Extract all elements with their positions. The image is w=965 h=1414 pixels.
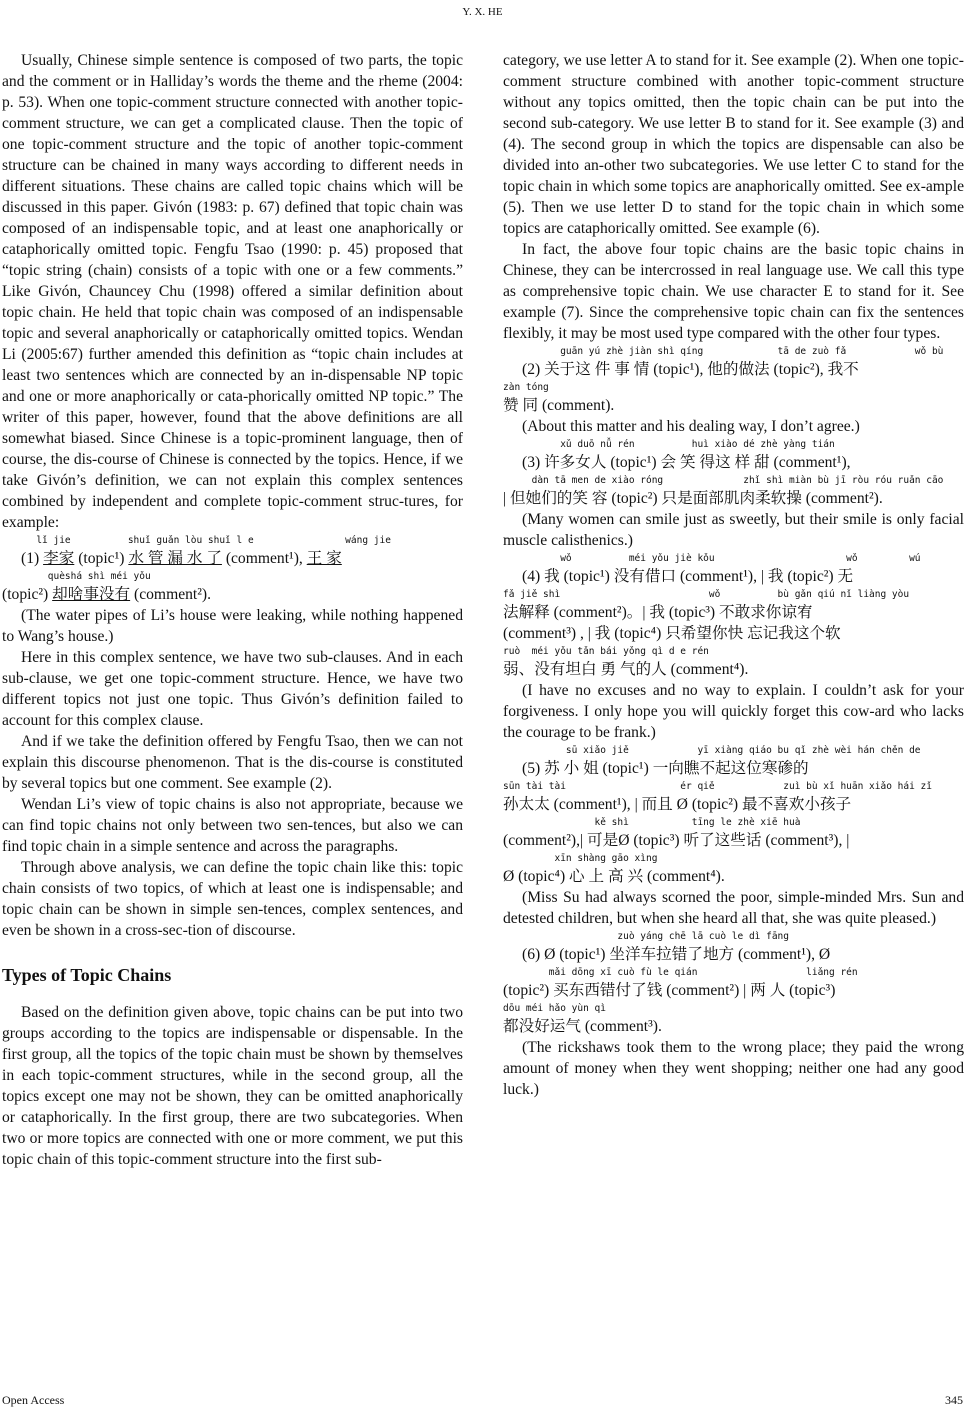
example-4-cont: 弱、没有坦白 勇 气的人 (comment⁴).	[503, 661, 749, 678]
translation: (The rickshaws took them to the wrong place; they paid the wrong amount of money when they went shopping; neither one had any good luck.)	[503, 1039, 964, 1098]
pinyin-line: quèshá shì méi yǒu	[2, 571, 151, 582]
right-column	[503, 50, 964, 1100]
pinyin-line: fǎ jiě shì wǒ bù gǎn qiú nǐ liàng yòu	[503, 589, 910, 600]
paragraph: And if we take the definition offered by Fengfu Tsao, then we can not explain this discourse phenomenon. That is the dis-course is constituted by several topics but one comment. See example (2).	[2, 733, 463, 792]
example-2-cont: 赞 同 (comment).	[503, 397, 615, 414]
example-5-cont: Ø (topic⁴) 心 上 高 兴 (comment⁴).	[503, 868, 725, 885]
paragraph: Usually, Chinese simple sentence is composed of two parts, the topic and the comment or in Halliday’s words the theme and the rheme (2004: p. 53). When one topic-comment structure connected with another topic-comment structure, we can get a complicated clause. Then the topic of one topic-comment structure and the topic of another topic-comment structure can be chained in many ways according to different needs in different situations. These chains are called topic chains which will be discussed in this paper. Givón (1983: p. 67) defined that topic chain was composed of an indispensable topic, and at least one anaphorically or cataphorically omitted topic. Fengfu Tsao (1990: p. 45) proposed that “topic string (chain) consists of a topic with one or a few comments.” Like Givón, Chauncey Chu (1998) offered a similar definition about topic chain. He held that topic chain was composed of an indispensable topic and several anaphorically or cataphorically omitted topics. Wendan Li (2005:67) further amended this definition as “topic chain includes at least two sentences which are connected by an in-dispensable NP topic and one or more anaphorically or cata-phorically omitted NP topic.” The writer of this paper, however, found that the above definitions are all somewhat biased. Since Chinese is a topic-prominent language, then of course, the dis-course of Chinese is connected by the topics. Hence, if we take Givón’s definition, we can not explain this complex sentences combined by independent and complete topic-comment struc-tures, for example:	[2, 52, 463, 531]
label: (topic¹)	[74, 550, 129, 567]
example-4: (4) 我 (topic¹) 没有借口 (comment¹), | 我 (topic²) 无	[522, 568, 854, 585]
example-5-cont: (comment²),| 可是Ø (topic³) 听了这些话 (comment³), |	[503, 832, 850, 849]
label: (comment¹),	[221, 550, 307, 567]
translation: (I have no excuses and no way to explain. I couldn’t ask for your forgiveness. I only hope you will quickly forget this cow-ard who lacks the courage to be frank.)	[503, 682, 964, 741]
example-6-cont: (topic²) 买东西错付了钱 (comment²) | 两 人 (topic³)	[503, 982, 836, 999]
pinyin-line: dōu méi hǎo yùn qì	[503, 1003, 606, 1014]
example-5: (5) 苏 小 姐 (topic¹) 一向瞧不起这位寒碜的	[522, 760, 809, 777]
pinyin-line: wǒ méi yǒu jiè kǒu wǒ wú	[503, 553, 921, 564]
example-4-cont: (comment³) , | 我 (topic⁴) 只希望你快 忘记我这个软	[503, 625, 841, 642]
label: (comment²).	[130, 586, 212, 603]
paragraph: category, we use letter A to stand for it. See example (2). When one topic-comment structure combined with another topic-comment structure without any topics omitted, then the topic chain can be put into the second sub-category. We use letter B to stand for it. See example (3) and (4). The second group in which the topics are dispensable can also be divided into an-other two subcategories. We use letter C to stand for the topic chain in which some topics are anaphorically omitted. See ex-ample (5). Then we use letter D to stand for the topic chain in which some topics are cataphorically omitted. See example (6).	[503, 52, 964, 237]
label: (topic²)	[2, 586, 53, 603]
topic-text: 王 家	[306, 550, 342, 567]
pinyin-line: lǐ jie shuǐ guǎn lòu shuǐ l e wáng jie	[2, 535, 391, 546]
example-3-cont: | 但她们的笑 容 (topic²) 只是面部肌肉柔软操 (comment²).	[503, 490, 883, 507]
pinyin-line: sūn tài tài ér qiě zuì bù xǐ huān xiǎo hái zǐ	[503, 781, 932, 792]
pinyin-line: guān yú zhè jiàn shì qíng tā de zuò fǎ wǒ bù	[503, 346, 944, 357]
left-column	[2, 50, 463, 1170]
pinyin-line: xīn shàng gāo xìng	[503, 853, 658, 864]
pinyin-line: xǔ duō nǚ rén huì xiào dé zhè yàng tián	[503, 439, 835, 450]
running-header: Y. X. HE	[462, 6, 503, 18]
paragraph: Through above analysis, we can define the topic chain like this: topic chain consists of two topics, of which at least one is indispensable; and topic chain can be shown in simple sen-tences, complex sentences, and even be shown in a cross-sec-tion of discourse.	[2, 859, 463, 939]
translation: (About this matter and his dealing way, I don’t agree.)	[522, 418, 860, 435]
example-1-cont	[2, 584, 463, 605]
translation: (Many women can smile just as sweetly, but their smile is only facial muscle calisthenics.)	[503, 511, 964, 549]
paragraph: Based on the definition given above, topic chains can be put into two groups according to the topics are indispensable or dispensable. In the first group, all the topics of the topic chain must be shown by themselves in each topic-comment structures, while in the second group, all the topics except one may not be shown, they can be omitted anaphorically or cataphorically. In the first group, there are two subcategories. When two or more topics are connected with one or more comment, we put this topic chain of this topic-comment structure into the first sub-	[2, 1004, 463, 1168]
example-5-cont: 孙太太 (comment¹), | 而且 Ø (topic²) 最不喜欢小孩子	[503, 796, 852, 813]
example-2: (2) 关于这 件 事 情 (topic¹), 他的做法 (topic²), 我不	[522, 361, 859, 378]
page-number: 345	[945, 1393, 963, 1407]
paragraph: Wendan Li’s view of topic chains is also not appropriate, because we can find topic chains not only between two sen-tences, but also we can find topic chain in a simple sentence and across the paragraphs.	[2, 796, 463, 855]
example-1	[2, 548, 463, 569]
topic-text: 李家	[43, 550, 75, 567]
translation: (Miss Su had always scorned the poor, simple-minded Mrs. Sun and detested children, but when she heard all that, she was quite pleased.)	[503, 889, 964, 927]
paragraph: Here in this complex sentence, we have two sub-clauses. And in each sub-clause, we get one topic-comment structure. Hence, we have two different topics not just one topic. Thus Givón’s definition failed to account for this complex clause.	[2, 649, 463, 729]
paragraph: In fact, the above four topic chains are the basic topic chains in Chinese, they can be intercrossed in real language use. We call this type as comprehensive topic chain. We use character E to stand for it. See example (7). Since the comprehensive topic chain can fix the sentences flexibly, it may be most used type compared with the other four types.	[503, 241, 964, 342]
pinyin-line: ruò méi yǒu tǎn bái yǒng qì d e rén	[503, 646, 709, 657]
pinyin-line: dàn tā men de xiào róng zhǐ shì miàn bù jī ròu róu ruǎn cāo	[503, 475, 944, 486]
comment-text: 水 管 漏 水 了	[128, 550, 222, 567]
example-number: (1)	[21, 550, 40, 567]
footer-left: Open Access	[2, 1393, 65, 1407]
example-3: (3) 许多女人 (topic¹) 会 笑 得这 样 甜 (comment¹),	[522, 454, 851, 471]
example-6: (6) Ø (topic¹) 坐洋车拉错了地方 (comment¹), Ø	[522, 946, 831, 963]
example-4-cont: 法解释 (comment²)。| 我 (topic³) 不敢求你谅宥	[503, 604, 813, 621]
comment-text: 却啥事没有	[52, 586, 131, 603]
pinyin-line: kě shì tīng le zhè xiē huà	[503, 817, 801, 828]
pinyin-line: zàn tóng	[503, 382, 549, 393]
section-heading: Types of Topic Chains	[2, 965, 172, 985]
translation: (The water pipes of Li’s house were leaking, while nothing happened to Wang’s house.)	[2, 607, 463, 645]
pinyin-line: sū xiǎo jiě yī xiàng qiáo bu qǐ zhè wèi hán chěn de	[503, 745, 921, 756]
example-6-cont: 都没好运气 (comment³).	[503, 1018, 662, 1035]
pinyin-line: zuò yáng chē lā cuò le dì fāng	[503, 931, 789, 942]
pinyin-line: mǎi dōng xī cuò fù le qián liǎng rén	[503, 967, 858, 978]
